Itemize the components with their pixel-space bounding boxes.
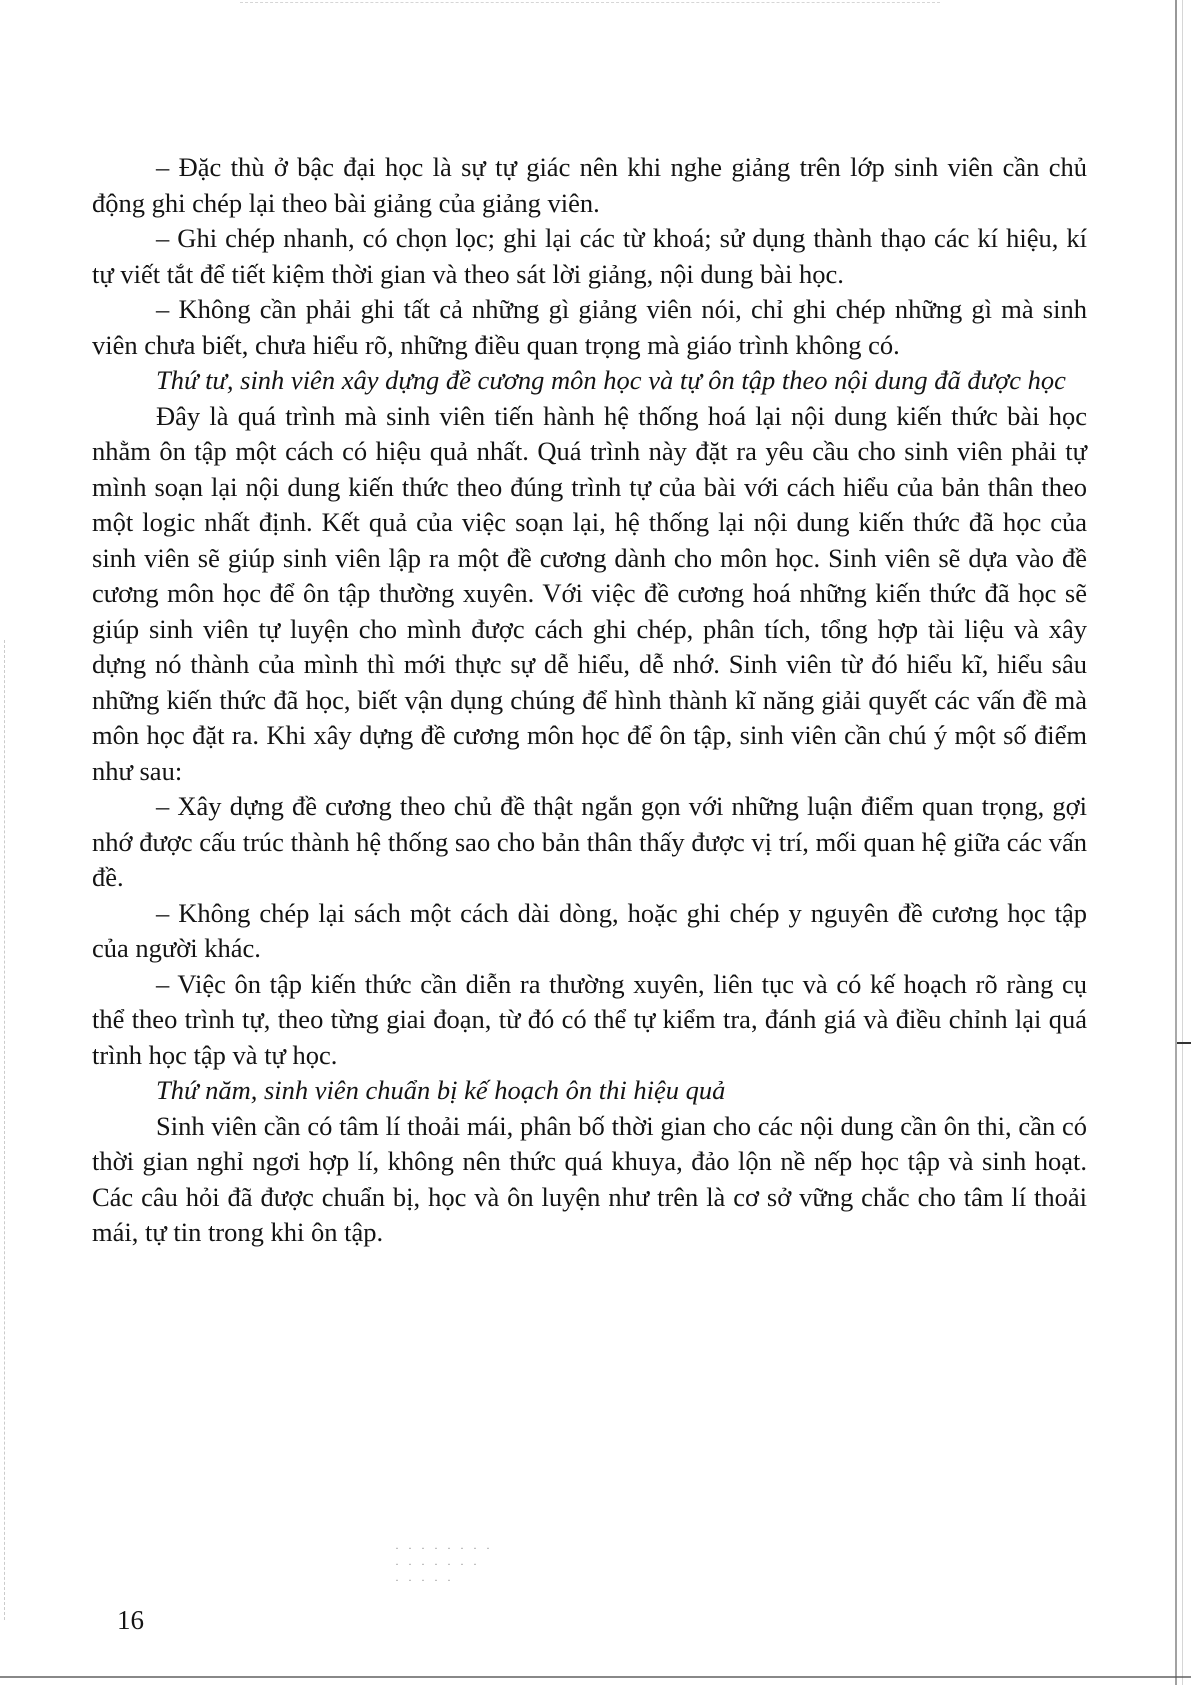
scan-specks: · · · · · · · · · · · · · · · · · · · ·: [395, 1541, 493, 1587]
bullet-paragraph-5: – Xây dựng đề cương theo chủ đề thật ngắn gọn với những luận điểm quan trọng, gợi nhớ được cấu trúc thành hệ thống sao cho bản thân thấy được vị trí, mối quan hệ giữa các vấn đề.: [92, 791, 1087, 892]
bullet-paragraph-2: – Ghi chép nhanh, có chọn lọc; ghi lại các từ khoá; sử dụng thành thạo các kí hiệu, kí tự viết tắt để tiết kiệm thời gian và theo sát lời giảng, nội dung bài học.: [92, 223, 1087, 289]
bullet-paragraph-6: – Không chép lại sách một cách dài dòng, hoặc ghi chép y nguyên đề cương học tập của người khác.: [92, 897, 1087, 963]
section-heading-4: Thứ tư, sinh viên xây dựng đề cương môn học và tự ôn tập theo nội dung đã được học: [156, 365, 1066, 395]
body-paragraph-5: Sinh viên cần có tâm lí thoải mái, phân bố thời gian cho các nội dung cần ôn thi, cần có thời gian nghỉ ngơi hợp lí, không nên thức quá khuya, đảo lộn nề nếp học tập và sinh hoạt. Các câu hỏi đã được chuẩn bị, học và ôn luyện như trên là cơ sở vững chắc cho tâm lí thoải mái, tự tin trong khi ôn tập.: [92, 1110, 1087, 1247]
body-paragraph-4: Đây là quá trình mà sinh viên tiến hành hệ thống hoá lại nội dung kiến thức bài học nhằm ôn tập một cách có hiệu quả nhất. Quá trình này đặt ra yêu cầu cho sinh viên phải tự mình soạn lại nội dung kiến thức theo đúng trình tự của bài với cách hiểu của bản thân theo một logic nhất định. Kết quả của việc soạn lại, hệ thống lại nội dung kiến thức đã học của sinh viên sẽ giúp sinh viên lập ra một đề cương dành cho môn học. Sinh viên sẽ dựa vào đề cương môn học để ôn tập thường xuyên. Với việc đề cương hoá những kiến thức đã học sẽ giúp sinh viên tự luyện cho mình được cách ghi chép, phân tích, tổng hợp tài liệu và xây dựng nó thành của mình thì mới thực sự dễ hiểu, dễ nhớ. Sinh viên từ đó hiểu kĩ, hiểu sâu những kiến thức đã học, biết vận dụng chúng để hình thành kĩ năng giải quyết các vấn đề mà môn học đặt ra. Khi xây dựng đề cương môn học để ôn tập, sinh viên cần chú ý một số điểm như sau:: [92, 400, 1087, 786]
page-body: [92, 150, 1087, 1251]
bullet-paragraph-3: – Không cần phải ghi tất cả những gì giảng viên nói, chỉ ghi chép những gì mà sinh viên chưa biết, chưa hiểu rõ, những điều quan trọng mà giáo trình không có.: [92, 294, 1087, 360]
section-heading-5: Thứ năm, sinh viên chuẩn bị kế hoạch ôn thi hiệu quả: [156, 1075, 726, 1105]
scan-edge-left: [4, 640, 6, 1620]
scan-edge-right: [1175, 0, 1177, 1685]
page-number: 16: [117, 1605, 144, 1635]
bullet-paragraph-7: – Việc ôn tập kiến thức cần diễn ra thường xuyên, liên tục và có kế hoạch rõ ràng cụ thể theo trình tự, theo từng giai đoạn, từ đó có thể tự kiểm tra, đánh giá và điều chỉnh lại quá trình học tập và tự học.: [92, 968, 1087, 1070]
scan-margin-tick: [1177, 1042, 1191, 1044]
scan-edge-right-inner: [1182, 0, 1183, 1685]
scan-edge-top: [240, 2, 940, 4]
bullet-paragraph-1: – Đặc thù ở bậc đại học là sự tự giác nên khi nghe giảng trên lớp sinh viên cần chủ động ghi chép lại theo bài giảng của giảng viên.: [92, 152, 1087, 218]
scan-edge-bottom: [0, 1676, 1191, 1678]
